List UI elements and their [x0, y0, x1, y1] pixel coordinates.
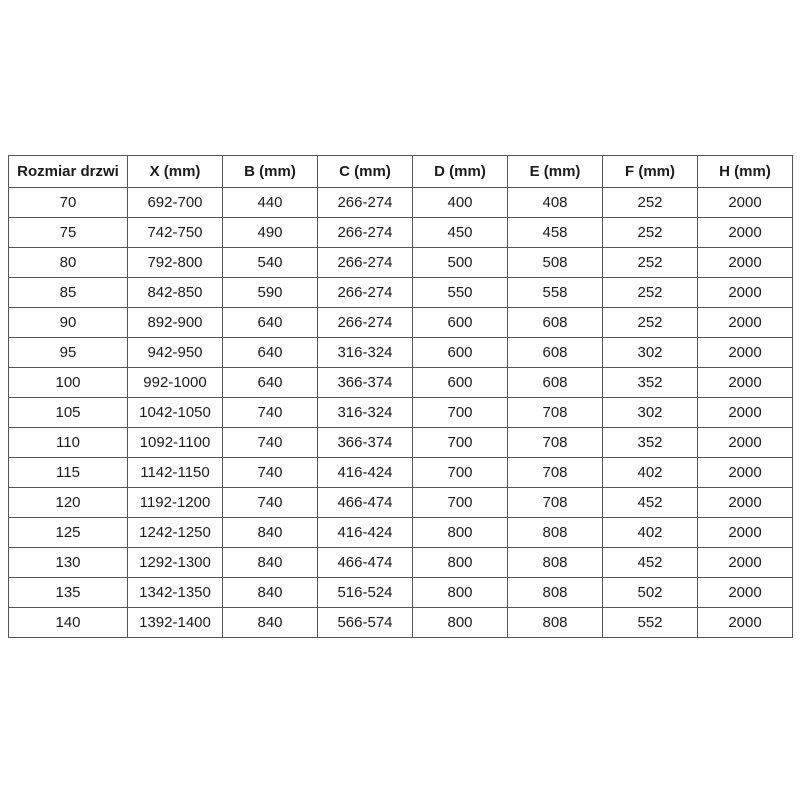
table-cell: 316-324: [318, 398, 413, 428]
table-cell: 252: [603, 308, 698, 338]
table-cell: 708: [508, 428, 603, 458]
table-cell: 452: [603, 548, 698, 578]
table-cell: 708: [508, 398, 603, 428]
table-cell: 1242-1250: [128, 518, 223, 548]
table-cell: 640: [223, 368, 318, 398]
table-cell: 266-274: [318, 188, 413, 218]
column-header: D (mm): [413, 156, 508, 188]
table-cell: 2000: [698, 608, 793, 638]
table-cell: 550: [413, 278, 508, 308]
table-cell: 2000: [698, 428, 793, 458]
table-cell: 400: [413, 188, 508, 218]
table-cell: 708: [508, 488, 603, 518]
table-cell: 740: [223, 398, 318, 428]
table-cell: 75: [9, 218, 128, 248]
table-cell: 708: [508, 458, 603, 488]
table-row: [9, 488, 793, 518]
table-cell: 2000: [698, 548, 793, 578]
table-cell: 840: [223, 548, 318, 578]
table-cell: 808: [508, 518, 603, 548]
table-cell: 808: [508, 548, 603, 578]
table-cell: 95: [9, 338, 128, 368]
table-cell: 266-274: [318, 308, 413, 338]
table-cell: 440: [223, 188, 318, 218]
table-cell: 2000: [698, 458, 793, 488]
table-cell: 808: [508, 608, 603, 638]
table-cell: 992-1000: [128, 368, 223, 398]
table-cell: 2000: [698, 398, 793, 428]
table-row: [9, 218, 793, 248]
table-row: [9, 548, 793, 578]
column-header: B (mm): [223, 156, 318, 188]
table-cell: 100: [9, 368, 128, 398]
table-cell: 402: [603, 458, 698, 488]
table-cell: 2000: [698, 188, 793, 218]
table-row: [9, 578, 793, 608]
table-cell: 316-324: [318, 338, 413, 368]
table-cell: 808: [508, 578, 603, 608]
door-size-table: [8, 155, 793, 638]
table-row: [9, 518, 793, 548]
table-cell: 252: [603, 188, 698, 218]
table-cell: 416-424: [318, 458, 413, 488]
table-cell: 458: [508, 218, 603, 248]
table-cell: 1192-1200: [128, 488, 223, 518]
table-cell: 120: [9, 488, 128, 518]
table-cell: 540: [223, 248, 318, 278]
table-cell: 742-750: [128, 218, 223, 248]
table-row: [9, 248, 793, 278]
table-cell: 1092-1100: [128, 428, 223, 458]
table-cell: 508: [508, 248, 603, 278]
column-header: C (mm): [318, 156, 413, 188]
table-cell: 1392-1400: [128, 608, 223, 638]
table-cell: 2000: [698, 578, 793, 608]
table-cell: 892-900: [128, 308, 223, 338]
table-cell: 2000: [698, 278, 793, 308]
table-cell: 640: [223, 338, 318, 368]
table-cell: 608: [508, 338, 603, 368]
table-cell: 252: [603, 218, 698, 248]
table-cell: 2000: [698, 338, 793, 368]
table-cell: 130: [9, 548, 128, 578]
table-cell: 80: [9, 248, 128, 278]
table-cell: 135: [9, 578, 128, 608]
table-cell: 700: [413, 488, 508, 518]
table-cell: 466-474: [318, 548, 413, 578]
table-body: [9, 188, 793, 638]
table-cell: 692-700: [128, 188, 223, 218]
table-header: [9, 156, 793, 188]
table-cell: 600: [413, 308, 508, 338]
table-row: [9, 278, 793, 308]
table-cell: 408: [508, 188, 603, 218]
table-row: [9, 398, 793, 428]
table-cell: 700: [413, 428, 508, 458]
table-cell: 740: [223, 458, 318, 488]
table-cell: 115: [9, 458, 128, 488]
column-header: Rozmiar drzwi: [9, 156, 128, 188]
table-cell: 600: [413, 338, 508, 368]
table-cell: 70: [9, 188, 128, 218]
table-cell: 352: [603, 428, 698, 458]
table-cell: 125: [9, 518, 128, 548]
table-row: [9, 608, 793, 638]
table-cell: 842-850: [128, 278, 223, 308]
table-cell: 800: [413, 578, 508, 608]
table-cell: 366-374: [318, 368, 413, 398]
table-cell: 2000: [698, 218, 793, 248]
column-header: X (mm): [128, 156, 223, 188]
table-cell: 2000: [698, 248, 793, 278]
table-cell: 600: [413, 368, 508, 398]
table-cell: 942-950: [128, 338, 223, 368]
table-cell: 800: [413, 608, 508, 638]
table-cell: 2000: [698, 368, 793, 398]
table-cell: 90: [9, 308, 128, 338]
table-row: [9, 368, 793, 398]
table-cell: 302: [603, 398, 698, 428]
table-cell: 252: [603, 248, 698, 278]
table-cell: 516-524: [318, 578, 413, 608]
table-cell: 840: [223, 578, 318, 608]
table-cell: 490: [223, 218, 318, 248]
table-cell: 558: [508, 278, 603, 308]
table-cell: 700: [413, 458, 508, 488]
table-row: [9, 338, 793, 368]
table-cell: 140: [9, 608, 128, 638]
table-cell: 2000: [698, 518, 793, 548]
table-cell: 566-574: [318, 608, 413, 638]
table-cell: 640: [223, 308, 318, 338]
table-cell: 800: [413, 548, 508, 578]
table-cell: 500: [413, 248, 508, 278]
table-cell: 1292-1300: [128, 548, 223, 578]
table-cell: 352: [603, 368, 698, 398]
table-cell: 2000: [698, 308, 793, 338]
table-cell: 302: [603, 338, 698, 368]
column-header: F (mm): [603, 156, 698, 188]
table-cell: 800: [413, 518, 508, 548]
table-cell: 552: [603, 608, 698, 638]
table-row: [9, 188, 793, 218]
table-cell: 608: [508, 308, 603, 338]
table-cell: 590: [223, 278, 318, 308]
table-cell: 2000: [698, 488, 793, 518]
table-cell: 840: [223, 608, 318, 638]
table-cell: 466-474: [318, 488, 413, 518]
table-row: [9, 308, 793, 338]
table-row: [9, 458, 793, 488]
table-cell: 416-424: [318, 518, 413, 548]
table-cell: 700: [413, 398, 508, 428]
table-cell: 1042-1050: [128, 398, 223, 428]
table-cell: 252: [603, 278, 698, 308]
column-header: E (mm): [508, 156, 603, 188]
table-cell: 402: [603, 518, 698, 548]
table-cell: 266-274: [318, 248, 413, 278]
table-cell: 1342-1350: [128, 578, 223, 608]
column-header: H (mm): [698, 156, 793, 188]
header-row: [9, 156, 793, 188]
table-cell: 840: [223, 518, 318, 548]
table-cell: 792-800: [128, 248, 223, 278]
table-cell: 85: [9, 278, 128, 308]
table-cell: 740: [223, 488, 318, 518]
table-cell: 1142-1150: [128, 458, 223, 488]
table-cell: 450: [413, 218, 508, 248]
table-cell: 266-274: [318, 278, 413, 308]
table-cell: 366-374: [318, 428, 413, 458]
table-cell: 608: [508, 368, 603, 398]
table-row: [9, 428, 793, 458]
table-cell: 266-274: [318, 218, 413, 248]
table-cell: 502: [603, 578, 698, 608]
table-cell: 452: [603, 488, 698, 518]
table-cell: 740: [223, 428, 318, 458]
table-cell: 105: [9, 398, 128, 428]
table-cell: 110: [9, 428, 128, 458]
